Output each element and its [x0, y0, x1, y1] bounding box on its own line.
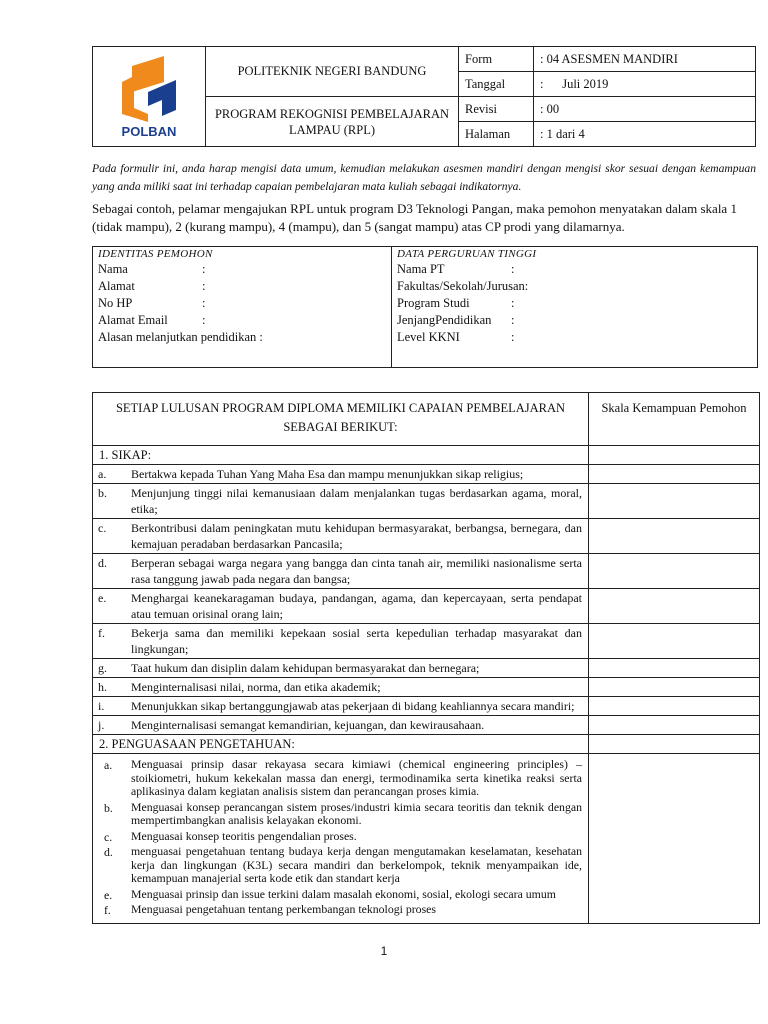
field-colon: :: [511, 330, 515, 344]
skala-cell[interactable]: [589, 624, 759, 658]
pt-title: DATA PERGURUAN TINGGI: [397, 248, 537, 260]
item-letter: e.: [98, 591, 107, 605]
table-row: [93, 697, 759, 716]
item-letter: b.: [104, 800, 113, 815]
skala-cell[interactable]: [589, 484, 759, 518]
logo-cell: [93, 47, 206, 147]
section-row: [93, 735, 759, 754]
skala-cell[interactable]: [589, 519, 759, 553]
table-row: [93, 519, 759, 554]
field-label: No HP: [98, 296, 133, 310]
field-level-kkni[interactable]: [397, 329, 757, 346]
meta-label: Halaman: [459, 122, 534, 147]
item-text: Menguasai prinsip dan issue terkini dalam masalah ekonomi, sosial, ekologi secara umum: [131, 886, 556, 901]
section-title: 2. PENGUASAAN PENGETAHUAN:: [93, 735, 589, 753]
field-label: Nama PT: [397, 262, 445, 276]
skala-cell[interactable]: [589, 678, 759, 696]
table-row: [93, 659, 759, 678]
meta-label: Revisi: [459, 97, 534, 122]
item-letter: a.: [98, 467, 107, 481]
item-text: Berkontribusi dalam peningkatan mutu kehidupan bermasyarakat, berbangsa, bernegara, dan kemajuan peradaban berdasarkan Pancasila;: [131, 521, 582, 551]
table-row: [93, 589, 759, 624]
skala-cell[interactable]: [589, 735, 759, 753]
item-letter: c.: [98, 521, 107, 535]
meta-label: Tanggal: [459, 72, 534, 97]
item-text: Taat hukum dan disiplin dalam kehidupan bermasyarakat dan bernegara;: [131, 661, 480, 675]
item-text: Bekerja sama dan memiliki kepekaan sosial serta kepedulian terhadap masyarakat dan lingkungan;: [131, 626, 582, 656]
field-label: Fakultas/Sekolah/Jurusan:: [397, 279, 529, 293]
item-text: Menjunjung tinggi nilai kemanusiaan dalam menjalankan tugas berdasarkan agama, moral, etika;: [131, 486, 582, 516]
field-label: Level KKNI: [397, 330, 460, 344]
field-label: Program Studi: [397, 296, 470, 310]
item-text: Bertakwa kepada Tuhan Yang Maha Esa dan mampu menunjukkan sikap religius;: [131, 467, 524, 481]
field-jenjang[interactable]: [397, 312, 757, 329]
section-row: [93, 446, 759, 465]
example-paragraph: Sebagai contoh, pelamar mengajukan RPL untuk program D3 Teknologi Pangan, maka pemohon menyatakan dalam skala 1 (tidak mampu), 2 (kurang mampu), 4 (mampu), dan 5 (sangat mampu) atas CP prodi yang dilamarnya.: [92, 201, 737, 234]
skala-cell[interactable]: [589, 465, 759, 483]
meta-value: : 1 dari 4: [534, 122, 756, 147]
data-perguruan-tinggi: [392, 247, 757, 367]
meta-value: : 04 ASESMEN MANDIRI: [534, 47, 756, 72]
skala-cell[interactable]: [589, 697, 759, 715]
item-text: Berperan sebagai warga negara yang bangga dan cinta tanah air, memiliki nasionalisme serta rasa tanggung jawab pada negara dan bangsa;: [131, 556, 582, 586]
item-letter: f.: [98, 626, 105, 640]
field-colon: :: [202, 296, 206, 310]
item-letter: d.: [98, 556, 107, 570]
field-label: Alamat: [98, 279, 135, 293]
field-program-studi[interactable]: [397, 295, 757, 312]
institution-name: POLITEKNIK NEGERI BANDUNG: [206, 47, 459, 97]
applicant-data-box: [92, 246, 758, 368]
identitas-pemohon: [93, 247, 392, 367]
item-letter: h.: [98, 680, 107, 694]
item-letter: f.: [104, 903, 111, 917]
meta-label: Form: [459, 47, 534, 72]
table-row: [93, 484, 759, 519]
item-text: Menunjukkan sikap bertanggungjawab atas pekerjaan di bidang keahliannya secara mandiri;: [131, 699, 575, 713]
field-colon: :: [511, 313, 515, 327]
table-header: [93, 393, 759, 446]
field-alasan[interactable]: [98, 329, 391, 346]
page-number: 1: [380, 944, 388, 958]
item-letter: e.: [104, 887, 113, 902]
field-colon: :: [511, 262, 515, 276]
polban-logo-icon: [104, 52, 194, 142]
item-letter: g.: [98, 661, 107, 675]
item-letter: c.: [104, 829, 113, 844]
document-header: [92, 46, 756, 147]
skala-cell[interactable]: [589, 754, 759, 923]
learning-outcomes-table: [92, 392, 760, 924]
meta-value: : 00: [534, 97, 756, 122]
item-letter: d.: [104, 845, 113, 859]
identitas-title: IDENTITAS PEMOHON: [98, 248, 213, 260]
skala-cell[interactable]: [589, 589, 759, 623]
item-text: Menguasai prinsip dasar rekayasa secara kimiawi (chemical engineering principles) – stoikiometri, hukum kekekalan massa dan energi, termodinamika serta kinetika reaksi serta aplikasinya dalam kegiatan analisis sistem dan perancangan proses kimia.: [131, 757, 582, 798]
item-text: Menguasai pengetahuan tentang perkembangan teknologi proses: [131, 902, 436, 916]
intro-paragraph: Pada formulir ini, anda harap mengisi data umum, kemudian melakukan asesmen mandiri dengan mengisi skor sesuai dengan kemampuan yang anda miliki saat ini terhadap capaian pembelajaran mata kuliah sebagai indikatornya.: [92, 162, 756, 193]
field-nama-pt[interactable]: [397, 261, 757, 278]
field-colon: :: [202, 313, 206, 327]
field-fakultas[interactable]: [397, 278, 757, 295]
skala-cell[interactable]: [589, 554, 759, 588]
field-label: JenjangPendidikan: [397, 313, 492, 327]
field-colon: :: [202, 262, 206, 276]
section-title: 1. SIKAP:: [93, 446, 589, 464]
table-row: [93, 624, 759, 659]
item-text: Menginternalisasi semangat kemandirian, kejuangan, dan kewirausahaan.: [131, 718, 485, 732]
table-row: [93, 754, 759, 923]
item-text: Menguasai konsep teoritis pengendalian proses.: [131, 828, 357, 843]
item-text: Menghargai keanekaragaman budaya, pandangan, agama, dan kepercayaan, serta pendapat atau temuan orisinal orang lain;: [131, 591, 582, 621]
field-no-hp[interactable]: [98, 295, 391, 312]
field-email[interactable]: [98, 312, 391, 329]
skala-cell[interactable]: [589, 446, 759, 464]
field-nama[interactable]: [98, 261, 391, 278]
header-left: SETIAP LULUSAN PROGRAM DIPLOMA MEMILIKI CAPAIAN PEMBELAJARAN SEBAGAI BERIKUT:: [93, 393, 589, 445]
field-label: Alamat Email: [98, 313, 168, 327]
field-label: Nama: [98, 262, 128, 276]
item-text: Menguasai konsep perancangan sistem proses/industri kimia secara teoritis dan teknik dengan mempertimbangkan analisis kelayakan ekonomi.: [131, 799, 582, 827]
meta-value: : Juli 2019: [534, 72, 756, 97]
field-colon: :: [202, 279, 206, 293]
table-row: [93, 678, 759, 697]
field-alamat[interactable]: [98, 278, 391, 295]
field-label: Alasan melanjutkan pendidikan :: [98, 330, 263, 344]
logo-text: POLBAN: [121, 123, 177, 139]
skala-cell[interactable]: [589, 716, 759, 734]
item-text: Menginternalisasi nilai, norma, dan etika akademik;: [131, 680, 381, 694]
table-row: [93, 716, 759, 735]
table-row: [93, 554, 759, 589]
table-row: [93, 465, 759, 484]
item-letter: b.: [98, 486, 107, 500]
item-letter: i.: [98, 699, 105, 713]
item-letter: j.: [98, 718, 105, 732]
field-colon: :: [511, 296, 515, 310]
program-name: PROGRAM REKOGNISI PEMBELAJARAN LAMPAU (RPL): [206, 97, 459, 147]
item-text: menguasai pengetahuan tentang budaya kerja dengan mengutamakan keselamatan, kesehatan kerja dan lingkungan (K3L) secara mandiri dan berkelompok, teknik menyampaikan ide, kemampuan manajerial serta kode etik dan standart kerja: [131, 844, 582, 885]
skala-cell[interactable]: [589, 659, 759, 677]
item-letter: a.: [104, 758, 113, 772]
header-right: Skala Kemampuan Pemohon: [601, 401, 747, 415]
